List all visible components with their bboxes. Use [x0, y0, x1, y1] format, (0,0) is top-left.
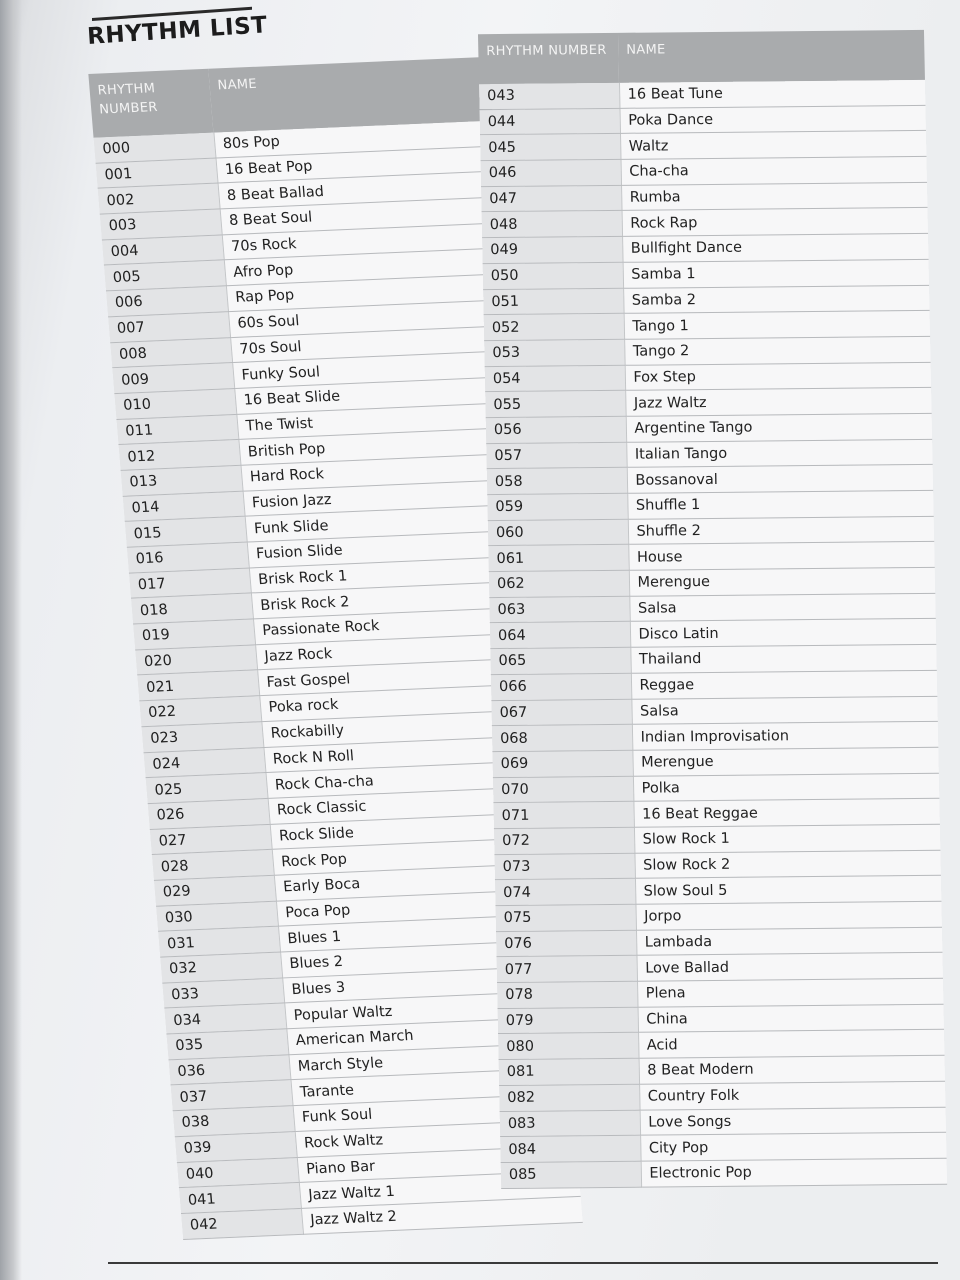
rhythm-name: 16 Beat Reggae	[633, 799, 940, 828]
column-header-name: NAME	[618, 30, 925, 83]
rhythm-name: Afro Pop	[224, 248, 506, 286]
rhythm-number: 003	[100, 209, 222, 240]
rhythm-number: 011	[116, 414, 238, 445]
rhythm-name: Rumba	[621, 182, 928, 211]
rhythm-name: Rap Pop	[226, 274, 508, 312]
rhythm-name: Rock Cha-cha	[265, 761, 547, 799]
rhythm-number: 004	[102, 235, 224, 266]
rhythm-number: 001	[96, 158, 218, 189]
rhythm-name: Funk Soul	[293, 1094, 575, 1132]
column-header-name: NAME	[208, 57, 493, 133]
rhythm-number: 056	[486, 416, 627, 443]
rhythm-number: 009	[112, 363, 234, 394]
rhythm-name: Samba 1	[623, 259, 930, 288]
rhythm-name: Tarante	[290, 1068, 572, 1106]
rhythm-number: 020	[135, 645, 257, 676]
rhythm-number: 072	[494, 827, 635, 854]
rhythm-number: 068	[492, 724, 633, 751]
page-binding-shadow	[0, 0, 22, 1280]
rhythm-number: 046	[481, 159, 622, 186]
rhythm-number: 057	[486, 442, 627, 469]
bottom-rule	[108, 1262, 938, 1264]
rhythm-number: 080	[498, 1033, 639, 1060]
rhythm-name: Acid	[638, 1030, 945, 1059]
rhythm-name: Country Folk	[639, 1081, 946, 1110]
rhythm-name: Shuffle 2	[628, 516, 935, 545]
rhythm-number: 031	[158, 926, 280, 957]
rhythm-name: 70s Rock	[222, 223, 504, 261]
rhythm-name: The Twist	[236, 402, 518, 440]
rhythm-number: 053	[484, 339, 625, 366]
rhythm-name: Poka Dance	[619, 105, 926, 134]
rhythm-name: Rock Rap	[622, 208, 929, 237]
rhythm-name: Fast Gospel	[257, 658, 539, 696]
rhythm-name: Slow Rock 1	[634, 824, 941, 853]
rhythm-name: Cha-cha	[621, 156, 928, 185]
rhythm-number: 014	[123, 491, 245, 522]
rhythm-number: 030	[156, 901, 278, 932]
rhythm-name: March Style	[288, 1043, 570, 1081]
rhythm-name: British Pop	[238, 428, 520, 466]
rhythm-name: Salsa	[629, 593, 936, 622]
rhythm-number: 007	[108, 312, 230, 343]
rhythm-name: Polka	[633, 773, 940, 802]
rhythm-number: 063	[489, 596, 630, 623]
rhythm-name: Reggae	[631, 670, 938, 699]
rhythm-number: 061	[488, 545, 629, 572]
rhythm-name: Fusion Jazz	[243, 479, 525, 517]
rhythm-number: 021	[137, 670, 259, 701]
rhythm-number: 010	[114, 388, 236, 419]
rhythm-name: Rockabilly	[261, 709, 543, 747]
rhythm-number: 034	[164, 1003, 286, 1034]
rhythm-name: 80s Pop	[213, 121, 495, 158]
rhythm-name: Jazz Waltz 2	[301, 1196, 583, 1234]
rhythm-name: Merengue	[632, 747, 939, 776]
rhythm-name: Popular Waltz	[284, 991, 566, 1029]
rhythm-number: 060	[488, 519, 629, 546]
rhythm-table-right	[478, 30, 947, 1189]
rhythm-number: 066	[491, 673, 632, 700]
rhythm-name: Slow Soul 5	[635, 876, 942, 905]
rhythm-number: 035	[166, 1029, 288, 1060]
rhythm-number: 018	[131, 593, 253, 624]
rhythm-number: 076	[496, 930, 637, 957]
rhythm-number: 048	[482, 211, 623, 238]
rhythm-number: 077	[497, 956, 638, 983]
rhythm-number: 006	[106, 286, 228, 317]
rhythm-name: Waltz	[620, 131, 927, 160]
rhythm-number: 052	[484, 314, 625, 341]
rhythm-number: 022	[139, 696, 261, 727]
rhythm-number: 075	[495, 904, 636, 931]
rhythm-number: 055	[485, 391, 626, 418]
rhythm-name: Fusion Slide	[247, 530, 529, 568]
rhythm-name: Love Songs	[640, 1107, 947, 1136]
table-row	[501, 1158, 947, 1188]
rhythm-name: Fox Step	[625, 362, 932, 391]
rhythm-number: 067	[491, 699, 632, 726]
rhythm-name: Blues 1	[278, 914, 560, 952]
rhythm-number: 043	[479, 83, 619, 110]
column-header-rhythm-number: RHYTHM NUMBER	[478, 33, 619, 84]
rhythm-name: Argentine Tango	[626, 413, 933, 442]
rhythm-number: 025	[146, 773, 268, 804]
rhythm-number: 085	[501, 1161, 642, 1188]
rhythm-number: 008	[110, 337, 232, 368]
rhythm-number: 013	[121, 465, 243, 496]
rhythm-number: 023	[141, 721, 263, 752]
rhythm-number: 049	[482, 236, 623, 263]
rhythm-name: Disco Latin	[630, 619, 937, 648]
column-header-rhythm-number: RHYTHM NUMBER	[88, 69, 213, 138]
rhythm-name: Italian Tango	[626, 439, 933, 468]
rhythm-number: 000	[94, 133, 216, 163]
rhythm-number: 047	[481, 185, 622, 212]
rhythm-number: 036	[169, 1055, 291, 1086]
rhythm-name: Slow Rock 2	[634, 850, 941, 879]
rhythm-number: 005	[104, 260, 226, 291]
rhythm-number: 084	[500, 1135, 641, 1162]
rhythm-name: Bossanoval	[627, 465, 934, 494]
rhythm-name: Blues 2	[280, 940, 562, 978]
rhythm-number: 059	[487, 493, 628, 520]
rhythm-name: Rock Pop	[272, 838, 554, 876]
rhythm-name: House	[628, 542, 935, 571]
rhythm-number: 002	[98, 183, 220, 214]
rhythm-number: 064	[490, 622, 631, 649]
rhythm-name: Funky Soul	[232, 351, 514, 389]
rhythm-name: Lambada	[636, 927, 943, 956]
rhythm-name: Blues 3	[282, 966, 564, 1004]
rhythm-number: 058	[487, 468, 628, 495]
rhythm-name: Samba 2	[623, 285, 930, 314]
rhythm-name: Jazz Waltz 1	[299, 1171, 581, 1209]
rhythm-name: 8 Beat Ballad	[218, 171, 500, 209]
rhythm-number: 016	[127, 542, 249, 573]
rhythm-name: American March	[286, 1017, 568, 1055]
rhythm-number: 050	[483, 262, 624, 289]
rhythm-number: 027	[150, 824, 272, 855]
rhythm-name: 16 Beat Tune	[619, 80, 925, 108]
rhythm-number: 039	[175, 1131, 297, 1162]
rhythm-name: Brisk Rock 1	[249, 556, 531, 594]
rhythm-number: 037	[171, 1080, 293, 1111]
rhythm-name: Jorpo	[635, 901, 942, 930]
rhythm-name: 60s Soul	[228, 300, 510, 338]
rhythm-number: 033	[162, 978, 284, 1009]
rhythm-number: 038	[173, 1106, 295, 1137]
rhythm-number: 040	[177, 1157, 299, 1188]
rhythm-number: 051	[483, 288, 624, 315]
rhythm-number: 069	[492, 750, 633, 777]
rhythm-name: Rock Waltz	[295, 1119, 577, 1157]
rhythm-number: 024	[144, 747, 266, 778]
rhythm-name: 70s Soul	[230, 325, 512, 363]
rhythm-number: 082	[499, 1084, 640, 1111]
rhythm-number: 028	[152, 850, 274, 881]
rhythm-number: 083	[500, 1110, 641, 1137]
rhythm-name: 8 Beat Soul	[220, 197, 502, 235]
rhythm-number: 026	[148, 798, 270, 829]
rhythm-number: 042	[181, 1208, 303, 1239]
rhythm-name: Passionate Rock	[253, 607, 535, 645]
rhythm-number: 012	[119, 440, 241, 471]
rhythm-name: Thailand	[630, 644, 937, 673]
rhythm-number: 071	[493, 801, 634, 828]
rhythm-number: 017	[129, 568, 251, 599]
rhythm-name: Electronic Pop	[641, 1158, 948, 1187]
rhythm-name: 16 Beat Pop	[215, 146, 497, 184]
rhythm-name: Indian Improvisation	[632, 722, 939, 751]
rhythm-number: 079	[498, 1007, 639, 1034]
rhythm-name: Tango 1	[624, 311, 931, 340]
rhythm-name: Funk Slide	[245, 505, 527, 543]
rhythm-list-sheet	[82, 12, 943, 1234]
rhythm-number: 074	[495, 879, 636, 906]
rhythm-number: 078	[497, 981, 638, 1008]
rhythm-number: 041	[179, 1183, 301, 1214]
rhythm-number: 032	[160, 952, 282, 983]
rhythm-name: Tango 2	[624, 336, 931, 365]
rhythm-name: Jazz Rock	[255, 633, 537, 671]
rhythm-name: Shuffle 1	[627, 490, 934, 519]
rhythm-number: 015	[125, 516, 247, 547]
rhythm-number: 054	[485, 365, 626, 392]
rhythm-number: 029	[154, 875, 276, 906]
rhythm-name: Early Boca	[274, 863, 556, 901]
rhythm-name: 16 Beat Slide	[234, 376, 516, 414]
rhythm-name: Hard Rock	[240, 453, 522, 491]
rhythm-name: 8 Beat Modern	[639, 1055, 946, 1084]
rhythm-number: 081	[499, 1058, 640, 1085]
rhythm-number: 044	[479, 108, 620, 135]
rhythm-name: Salsa	[631, 696, 938, 725]
rhythm-number: 073	[494, 853, 635, 880]
rhythm-name: City Pop	[640, 1132, 947, 1161]
rhythm-name: Rock Slide	[270, 812, 552, 850]
rhythm-name: Brisk Rock 2	[251, 581, 533, 619]
rhythm-name: Poca Pop	[276, 889, 558, 927]
rhythm-name: China	[638, 1004, 945, 1033]
rhythm-name: Bullfight Dance	[622, 234, 929, 263]
rhythm-name: Merengue	[629, 567, 936, 596]
rhythm-number: 065	[490, 647, 631, 674]
rhythm-number: 070	[493, 776, 634, 803]
rhythm-number: 045	[480, 134, 621, 161]
rhythm-number: 062	[489, 570, 630, 597]
rhythm-name: Rock N Roll	[263, 735, 545, 773]
rhythm-name: Plena	[637, 978, 944, 1007]
rhythm-name: Jazz Waltz	[625, 388, 932, 417]
rhythm-name: Poka rock	[259, 684, 541, 722]
rhythm-name: Rock Classic	[268, 786, 550, 824]
page-title: RHYTHM LIST	[86, 12, 269, 50]
rhythm-name: Love Ballad	[636, 953, 943, 982]
rhythm-number: 019	[133, 619, 255, 650]
rhythm-name: Piano Bar	[297, 1145, 579, 1183]
